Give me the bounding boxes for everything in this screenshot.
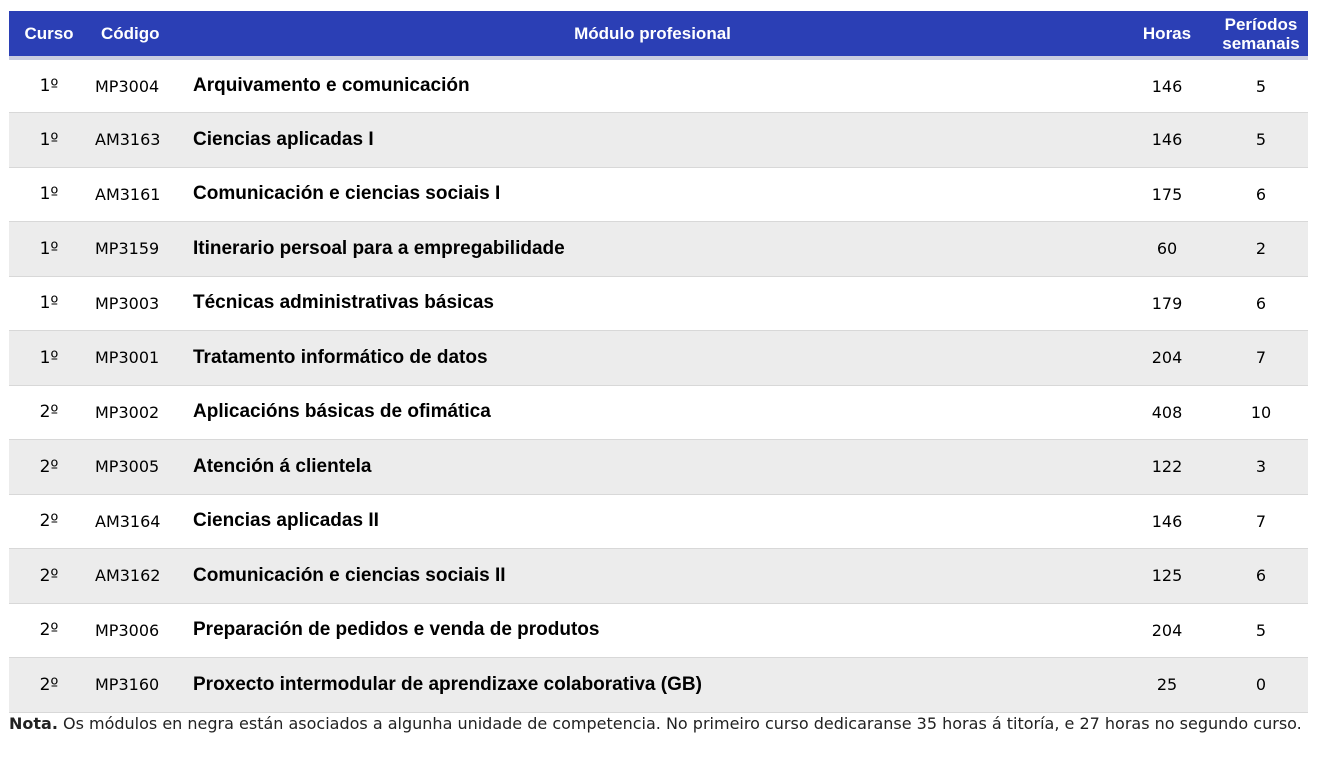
cell-periodos: 0 xyxy=(1255,675,1267,695)
cell-horas: 146 xyxy=(1151,130,1183,150)
cell-codigo: MP3003 xyxy=(95,293,160,313)
modules-table xyxy=(9,11,1308,713)
cell-codigo: MP3002 xyxy=(95,402,160,422)
cell-horas: 60 xyxy=(1156,239,1178,259)
header-curso: Curso xyxy=(24,24,74,43)
cell-codigo: MP3001 xyxy=(95,348,160,368)
footnote-text: Os módulos en negra están asociados a algunha unidade de competencia. No primeiro curso dedicaranse 35 horas á titoría, e 27 horas no segundo curso. xyxy=(57,714,1302,733)
cell-codigo: AM3162 xyxy=(95,566,161,586)
table-row xyxy=(9,331,1308,386)
table-row xyxy=(9,167,1308,222)
footnote-label: Nota. xyxy=(9,714,58,733)
cell-horas: 175 xyxy=(1151,184,1183,204)
cell-horas: 125 xyxy=(1151,566,1183,586)
cell-periodos: 5 xyxy=(1255,76,1267,96)
header-modulo: Módulo profesional xyxy=(574,24,731,43)
cell-curso: 2º xyxy=(39,511,59,532)
cell-curso: 2º xyxy=(39,674,59,695)
cell-periodos: 2 xyxy=(1255,239,1267,259)
cell-modulo: Comunicación e ciencias sociais I xyxy=(193,183,501,205)
cell-horas: 179 xyxy=(1151,293,1183,313)
cell-modulo: Ciencias aplicadas I xyxy=(193,128,374,150)
cell-modulo: Atención á clientela xyxy=(193,455,372,477)
cell-horas: 204 xyxy=(1151,348,1183,368)
cell-codigo: MP3004 xyxy=(95,76,160,96)
cell-horas: 204 xyxy=(1151,620,1183,640)
cell-horas: 146 xyxy=(1151,76,1183,96)
cell-codigo: MP3160 xyxy=(95,675,160,695)
cell-curso: 2º xyxy=(39,565,59,586)
cell-periodos: 5 xyxy=(1255,620,1267,640)
table-row xyxy=(9,549,1308,604)
table-row xyxy=(9,385,1308,440)
table-header xyxy=(9,11,1308,58)
header-horas: Horas xyxy=(1142,24,1192,43)
cell-modulo: Ciencias aplicadas II xyxy=(193,510,379,532)
cell-curso: 1º xyxy=(39,184,59,205)
cell-curso: 1º xyxy=(39,347,59,368)
cell-periodos: 5 xyxy=(1255,130,1267,150)
cell-curso: 2º xyxy=(39,620,59,641)
cell-periodos: 7 xyxy=(1255,348,1267,368)
cell-modulo: Técnicas administrativas básicas xyxy=(193,292,494,314)
table-row xyxy=(9,603,1308,658)
header-periodos: Períodos semanais xyxy=(1222,14,1300,53)
cell-periodos: 6 xyxy=(1255,293,1267,313)
cell-curso: 1º xyxy=(39,238,59,259)
cell-curso: 1º xyxy=(39,293,59,314)
cell-codigo: AM3161 xyxy=(95,184,161,204)
table-row xyxy=(9,222,1308,277)
cell-modulo: Tratamento informático de datos xyxy=(193,346,488,368)
table-row xyxy=(9,494,1308,549)
header-row xyxy=(9,11,1308,58)
cell-curso: 2º xyxy=(39,402,59,423)
table-row xyxy=(9,58,1308,113)
cell-codigo: AM3163 xyxy=(95,130,161,150)
cell-periodos: 3 xyxy=(1255,457,1267,477)
table-row xyxy=(9,276,1308,331)
cell-periodos: 10 xyxy=(1250,402,1272,422)
cell-codigo: MP3006 xyxy=(95,620,160,640)
modules-table-container xyxy=(9,11,1308,713)
cell-horas: 25 xyxy=(1156,675,1178,695)
cell-codigo: MP3159 xyxy=(95,239,160,259)
cell-modulo: Preparación de pedidos e venda de produtos xyxy=(193,619,600,641)
cell-horas: 122 xyxy=(1151,457,1183,477)
cell-horas: 146 xyxy=(1151,511,1183,531)
table-row xyxy=(9,440,1308,495)
cell-modulo: Aplicacións básicas de ofimática xyxy=(193,401,491,423)
cell-modulo: Proxecto intermodular de aprendizaxe colaborativa (GB) xyxy=(193,673,702,695)
cell-curso: 2º xyxy=(39,456,59,477)
cell-horas: 408 xyxy=(1151,402,1183,422)
table-row xyxy=(9,113,1308,168)
header-codigo: Código xyxy=(101,24,160,43)
cell-codigo: AM3164 xyxy=(95,511,161,531)
cell-periodos: 6 xyxy=(1255,184,1267,204)
cell-curso: 1º xyxy=(39,129,59,150)
cell-codigo: MP3005 xyxy=(95,457,160,477)
cell-modulo: Arquivamento e comunicación xyxy=(193,75,470,96)
table-row xyxy=(9,658,1308,713)
footnote xyxy=(9,712,1308,736)
table-body xyxy=(9,58,1308,712)
cell-modulo: Comunicación e ciencias sociais II xyxy=(193,564,506,586)
cell-curso: 1º xyxy=(39,76,59,96)
cell-periodos: 7 xyxy=(1255,511,1267,531)
cell-periodos: 6 xyxy=(1255,566,1267,586)
cell-modulo: Itinerario persoal para a empregabilidade xyxy=(193,237,565,259)
